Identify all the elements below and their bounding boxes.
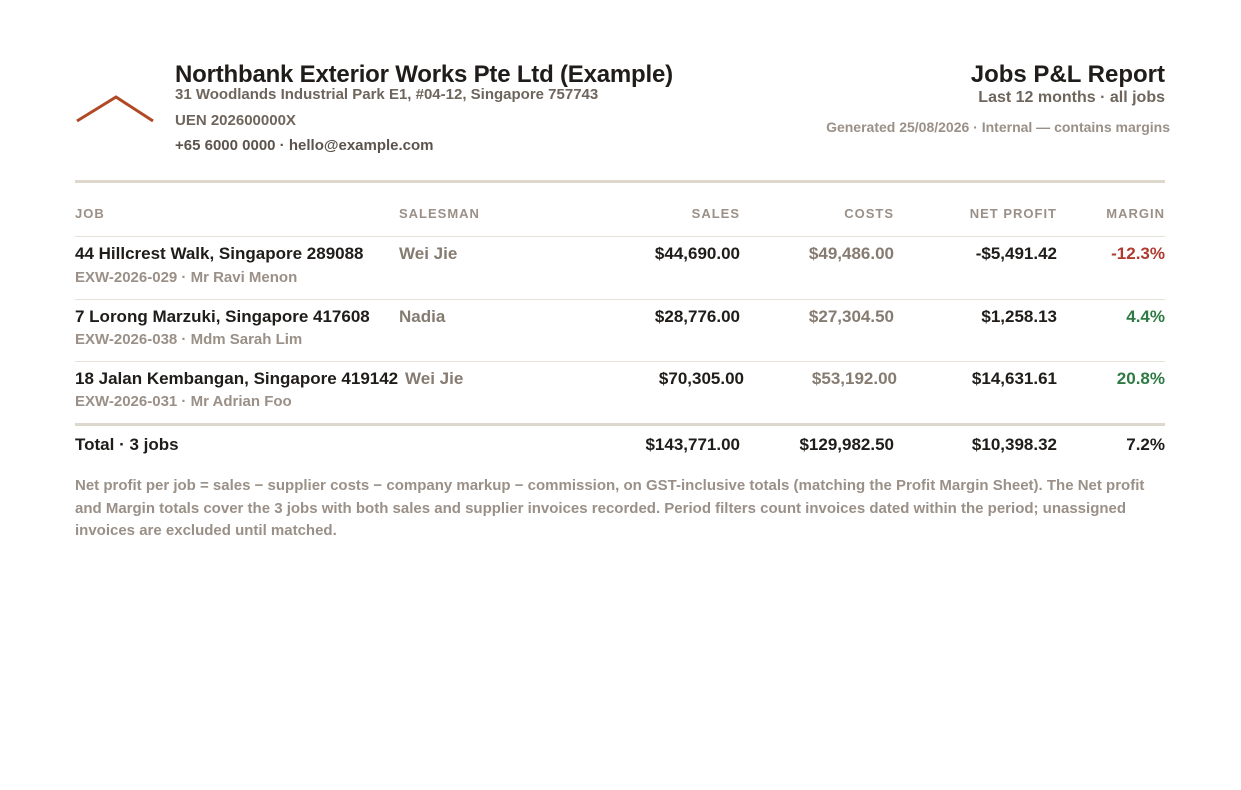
report-generated: Generated 25/08/2026 · Internal — contains margins — [826, 119, 1170, 135]
report-page — [75, 0, 1170, 790]
report-title: Jobs P&L Report — [970, 61, 1165, 88]
table-row — [75, 306, 1165, 356]
total-net-profit: $10,398.32 — [971, 435, 1057, 454]
total-margin: 7.2% — [1126, 435, 1165, 454]
column-header-margin: MARGIN — [1106, 206, 1165, 221]
company-uen: UEN 202600000X — [175, 112, 296, 129]
margin-value: -12.3% — [1111, 244, 1165, 263]
row-divider — [75, 361, 1165, 362]
table-row — [75, 368, 1165, 418]
company-name: Northbank Exterior Works Pte Ltd (Example) — [175, 61, 673, 88]
net-profit-value: $1,258.13 — [981, 307, 1057, 326]
column-header-salesman: SALESMAN — [399, 206, 480, 221]
footnote: Net profit per job = sales − supplier costs − company markup − commission, on GST-inclusive totals (matching the Profit Margin Sheet). The Net profit and Margin totals cover the 3 jobs with both sales and supplier invoices recorded. Period filters count invoices dated within the period; unassigned invoices are excluded until matched. — [75, 477, 1145, 539]
company-contact: +65 6000 0000 · hello@example.com — [175, 137, 434, 154]
report-period: Last 12 months · all jobs — [978, 89, 1165, 106]
header-divider — [75, 180, 1165, 183]
sales-value: $44,690.00 — [654, 244, 740, 263]
salesman-name: Wei Jie — [399, 244, 458, 263]
net-profit-value: $14,631.61 — [971, 369, 1057, 388]
row-divider — [75, 299, 1165, 300]
column-header-sales: SALES — [691, 206, 740, 221]
table-header — [75, 204, 1165, 224]
roof-logo-icon — [75, 94, 155, 124]
net-profit-value: -$5,491.42 — [975, 244, 1057, 263]
job-reference: EXW-2026-038 · Mdm Sarah Lim — [75, 331, 303, 348]
costs-value: $53,192.00 — [811, 369, 897, 388]
costs-value: $27,304.50 — [808, 307, 894, 326]
sales-value: $70,305.00 — [658, 369, 744, 388]
company-info — [175, 60, 795, 158]
total-row — [75, 434, 1165, 458]
job-reference: EXW-2026-031 · Mr Adrian Foo — [75, 393, 292, 410]
total-costs: $129,982.50 — [799, 435, 894, 454]
total-divider — [75, 423, 1165, 426]
header-row-divider — [75, 236, 1165, 237]
sales-value: $28,776.00 — [654, 307, 740, 326]
column-header-net-profit: NET PROFIT — [969, 206, 1057, 221]
margin-value: 4.4% — [1126, 307, 1165, 326]
total-label: Total · 3 jobs — [75, 435, 179, 454]
job-address: 18 Jalan Kembangan, Singapore 419142 — [75, 369, 399, 388]
job-address: 44 Hillcrest Walk, Singapore 289088 — [75, 244, 364, 263]
column-header-job: JOB — [75, 206, 105, 221]
job-address: 7 Lorong Marzuki, Singapore 417608 — [75, 307, 370, 326]
company-address: 31 Woodlands Industrial Park E1, #04-12, Singapore 757743 — [175, 86, 599, 103]
total-sales: $143,771.00 — [645, 435, 740, 454]
job-reference: EXW-2026-029 · Mr Ravi Menon — [75, 269, 298, 286]
salesman-name: Wei Jie — [405, 369, 464, 388]
table-row — [75, 243, 1165, 293]
report-info — [725, 60, 1170, 137]
costs-value: $49,486.00 — [808, 244, 894, 263]
margin-value: 20.8% — [1116, 369, 1165, 388]
column-header-costs: COSTS — [844, 206, 894, 221]
salesman-name: Nadia — [399, 307, 446, 326]
